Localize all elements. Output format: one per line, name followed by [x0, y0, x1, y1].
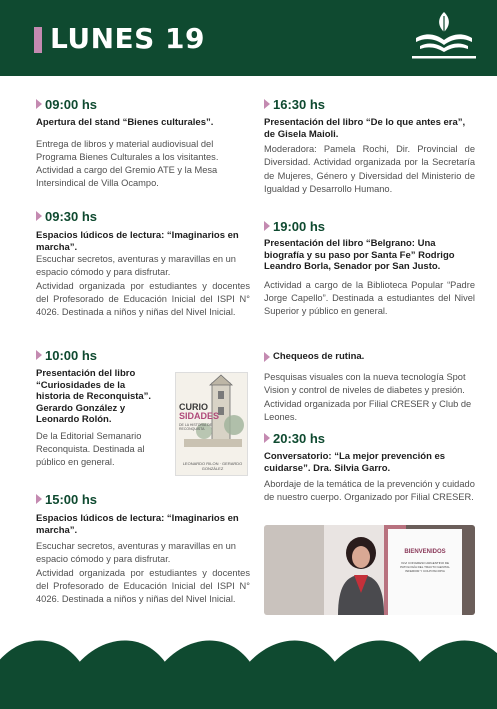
- triangle-bullet-icon: [36, 494, 42, 504]
- speaker-silhouette: [328, 533, 392, 615]
- event-1900: [264, 218, 475, 318]
- event-time: 09:30 hs: [36, 208, 250, 224]
- event-description: Moderadora: Pamela Rochi, Dir. Provincial de Diversidad. Actividad organizada por la Secretaría de Mujeres, Género y Diversidad del Ministerio de Igualdad y Desarrollo Humano.: [264, 144, 475, 194]
- footer-wave-decoration: [0, 632, 497, 709]
- event-description: Escuchar secretos, aventuras y maravillas en un espacio cómodo y para disfrutar.: [36, 254, 236, 278]
- event-photo: [264, 525, 475, 615]
- event-description-2: Actividad organizada por estudiantes y docentes del Profesorado de Educación Inicial del ISPI N° 4026. Destinada a niños y niñas del Nivel Inicial.: [36, 567, 250, 605]
- event-1630: [264, 96, 475, 196]
- event-title: Espacios lúdicos de lectura: “Imaginarios en marcha”.: [36, 513, 239, 536]
- cover-title-2: SIDADES: [179, 411, 220, 421]
- day-title: LUNES 19: [50, 22, 206, 55]
- event-title: Conversatorio: “La mejor prevención es cuidarse”. Dra. Silvia Garro.: [264, 451, 446, 474]
- event-2030: [264, 430, 475, 505]
- cover-title-1: CURIO: [179, 402, 208, 412]
- event-time: 20:30 hs: [264, 430, 475, 446]
- open-book-leaf-icon: [410, 8, 478, 64]
- banner-title: BIENVENIDOS: [404, 549, 446, 555]
- cover-authors: LEONARDO RILON · GERARDO GONZÁLEZ: [182, 461, 243, 471]
- event-description: Entrega de libros y material audiovisual del Programa Bienes Culturales a los visitantes. Actividad a cargo del Gremio ATE y la Mesa Intersindical de Villa Ocampo.: [36, 138, 219, 189]
- event-description: Actividad a cargo de la Biblioteca Popular “Padre Jorge Capello”. Destinada a estudiantes del Nivel Superior y público en general.: [264, 279, 475, 317]
- event-chequeos: [264, 349, 475, 424]
- event-heading: Chequeos de rutina.: [264, 349, 475, 365]
- event-1500: [36, 491, 250, 606]
- triangle-bullet-icon: [264, 221, 270, 231]
- header-accent-bar: [34, 27, 42, 53]
- event-time: 15:00 hs: [36, 491, 250, 507]
- event-time: 09:00 hs: [36, 96, 250, 112]
- event-description-2: Actividad organizada por estudiantes y docentes del Profesorado de Educación Inicial del ISPI N° 4026. Destinada a niños y niñas del Nivel Inicial.: [36, 280, 250, 318]
- event-description: Pesquisas visuales con la nueva tecnología Spot Vision y control de niveles de diabetes y presión. Actividad organizada por Filial CRESER y Club de Leones.: [264, 372, 472, 422]
- triangle-bullet-icon: [36, 350, 42, 360]
- event-0900: [36, 96, 250, 191]
- event-title: Espacios lúdicos de lectura: “Imaginarios en marcha”.: [36, 230, 239, 253]
- event-description: Abordaje de la temática de la prevención y cuidado de nuestro cuerpo. Organizado por Filial CRESER.: [264, 479, 475, 503]
- triangle-bullet-icon: [36, 99, 42, 109]
- event-title: Presentación del libro “Curiosidades de la historia de Reconquista”. Gerardo González y Leonardo Rolón.: [36, 368, 152, 425]
- book-cover-image: [175, 372, 248, 476]
- cover-subtitle: DE LA HISTORIA DE RECONQUISTA: [179, 423, 213, 431]
- banner-text: XLVI CONGRESO ARGENTINO DE PATOLOGÍA DEL TRACTO GENITAL INFERIOR Y COLPOSCOPIA: [400, 561, 450, 573]
- event-title: Presentación del libro “Belgrano: Una biografía y su paso por Santa Fe” Rodrigo Leandro Borla, Senador por San Justo.: [264, 238, 455, 272]
- event-description: Escuchar secretos, aventuras y maravillas en un espacio cómodo y para disfrutar.: [36, 541, 236, 565]
- event-time: 16:30 hs: [264, 96, 475, 112]
- event-time: 10:00 hs: [36, 347, 250, 363]
- event-title: Apertura del stand “Bienes culturales”.: [36, 117, 214, 128]
- event-0930: [36, 208, 250, 319]
- triangle-bullet-icon: [36, 211, 42, 221]
- page-header: [0, 0, 497, 76]
- event-time: 19:00 hs: [264, 218, 475, 234]
- event-description: De la Editorial Semanario Reconquista. Destinada al público en general.: [36, 430, 145, 468]
- event-title: Presentación del libro “De lo que antes era”, de Gisela Maioli.: [264, 117, 466, 140]
- triangle-bullet-icon: [264, 352, 270, 362]
- triangle-bullet-icon: [264, 433, 270, 443]
- triangle-bullet-icon: [264, 99, 270, 109]
